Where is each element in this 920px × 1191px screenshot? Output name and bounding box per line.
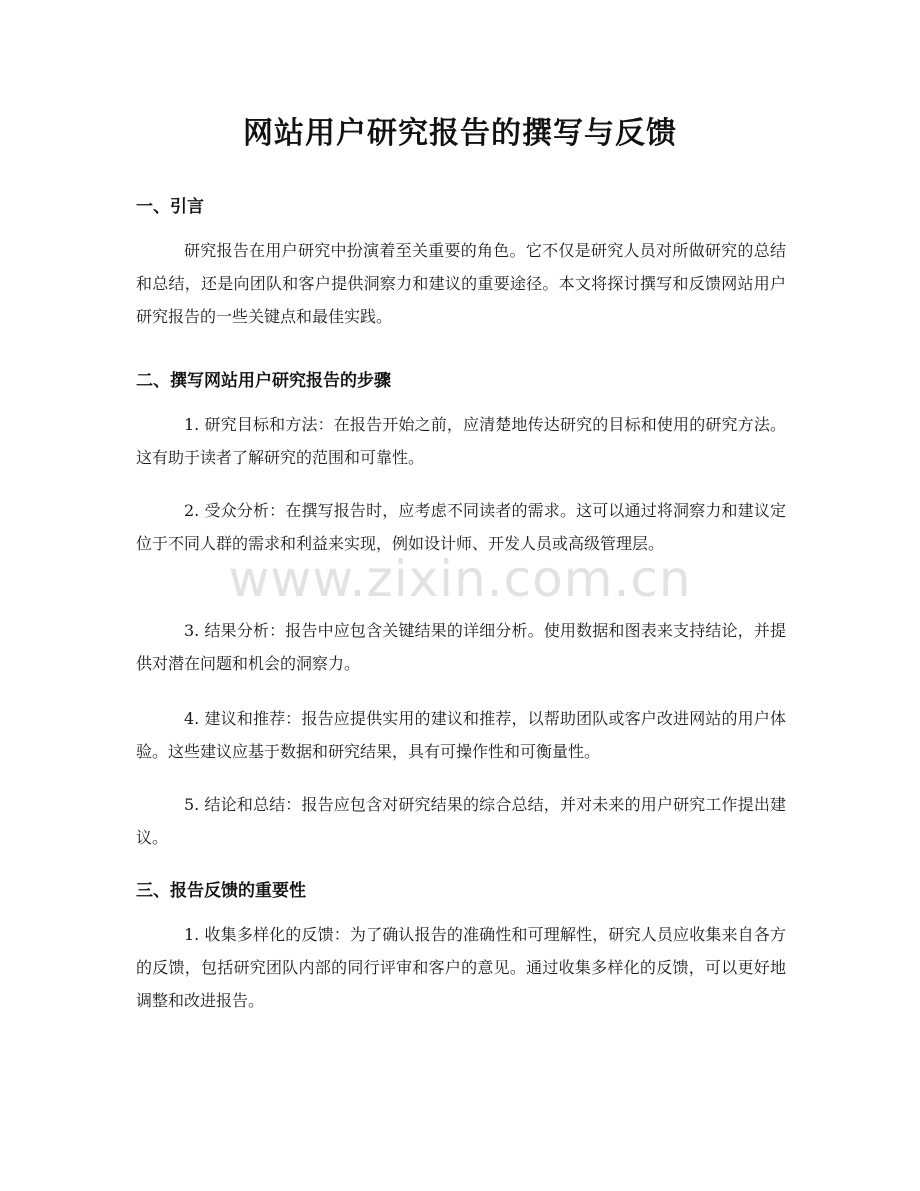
paragraph-step-2: 2. 受众分析：在撰写报告时，应考虑不同读者的需求。这可以通过将洞察力和建议定位于不同人群的需求和利益来实现，例如设计师、开发人员或高级管理层。 [136, 501, 786, 553]
document-title: 网站用户研究报告的撰写与反馈 [243, 116, 677, 151]
paragraph-step-3: 3. 结果分析：报告中应包含关键结果的详细分析。使用数据和图表来支持结论，并提供对潜在问题和机会的洞察力。 [136, 621, 786, 673]
section-heading-introduction: 一、引言 [136, 197, 204, 217]
paragraph-step-5: 5. 结论和总结：报告应包含对研究结果的综合总结，并对未来的用户研究工作提出建议。 [136, 795, 786, 847]
section-heading-feedback-importance: 三、报告反馈的重要性 [136, 881, 306, 901]
paragraph-step-1: 1. 研究目标和方法：在报告开始之前，应清楚地传达研究的目标和使用的研究方法。这有助于读者了解研究的范围和可靠性。 [136, 415, 786, 467]
paragraph-step-4: 4. 建议和推荐：报告应提供实用的建议和推荐，以帮助团队或客户改进网站的用户体验。这些建议应基于数据和研究结果，具有可操作性和可衡量性。 [136, 709, 786, 761]
watermark-text: www.zixin.com.cn [228, 550, 692, 608]
section-heading-writing-steps: 二、撰写网站用户研究报告的步骤 [136, 371, 391, 391]
paragraph-introduction: 研究报告在用户研究中扮演着至关重要的角色。它不仅是研究人员对所做研究的总结和总结，还是向团队和客户提供洞察力和建议的重要途径。本文将探讨撰写和反馈网站用户研究报告的一些关键点和最佳实践。 [136, 241, 786, 326]
paragraph-feedback-1: 1. 收集多样化的反馈：为了确认报告的准确性和可理解性，研究人员应收集来自各方的反馈，包括研究团队内部的同行评审和客户的意见。通过收集多样化的反馈，可以更好地调整和改进报告。 [136, 925, 786, 1010]
